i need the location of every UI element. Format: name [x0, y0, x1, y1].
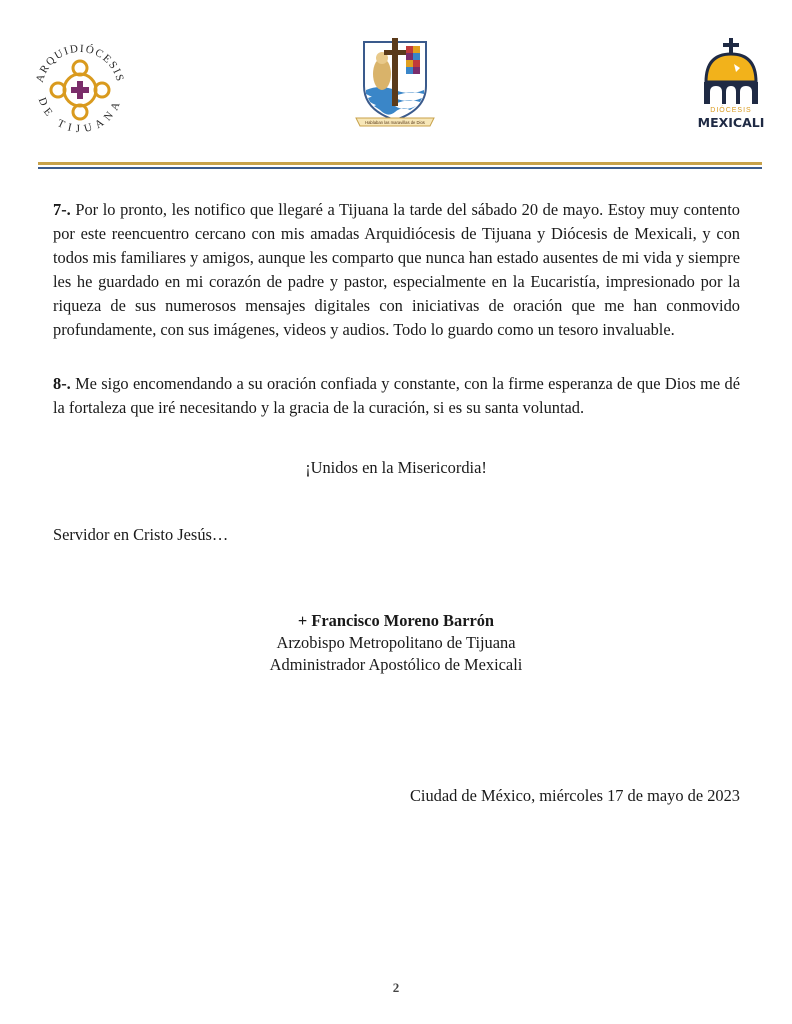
letterhead [0, 0, 792, 180]
signatory-title-2: Administrador Apostólico de Mexicali [269, 655, 523, 674]
signature-block [0, 610, 792, 676]
arquidiocesis-tijuana-logo [28, 38, 132, 142]
logo-label-big: MEXICALI [697, 115, 765, 130]
paragraph-7-number: 7-. [53, 200, 71, 219]
closing-line: Servidor en Cristo Jesús… [53, 525, 229, 544]
diocesis-mexicali-logo [696, 38, 766, 134]
motto: ¡Unidos en la Misericordia! [305, 458, 487, 477]
place-date: Ciudad de México, miércoles 17 de mayo de 2023 [409, 786, 740, 805]
ring-text-top: ARQUIDIÓCESIS [33, 42, 127, 84]
center-emblem-logo [350, 34, 440, 130]
arquidiocesis-seal-icon [28, 38, 132, 142]
paragraph-7-text: Por lo pronto, les notifico que llegaré a Tijuana la tarde del sábado 20 de mayo. Estoy muy contento por este reencuentro cercano con mis amadas Arquidiócesis de Tijuana y Diócesis de Mexicali, y con todos mis familiares y amigos, aunque les comparto que nunca han estado ausentes de mi vida y siempre les he guardado en mi corazón de padre y pastor, especialmente en la Eucaristía, impresionado por la riqueza de sus numerosos mensajes digitales con iniciativas de oración que me han conmovido profundamente, con sus imágenes, videos y audios. Todo lo guardo como un tesoro invaluable. [53, 200, 740, 339]
shield-cross-icon [350, 34, 440, 130]
paragraph-8-text: Me sigo encomendando a su oración confiada y constante, con la firme esperanza de que Dios me dé la fortaleza que iré necesitando y la gracia de la curación, si es su santa voluntad. [53, 374, 740, 417]
page-number: 2 [392, 980, 400, 995]
signatory-name: + Francisco Moreno Barrón [297, 611, 495, 630]
logo-label-small: DIÓCESIS [710, 107, 752, 114]
dome-cross-icon [696, 38, 766, 106]
ring-text-bottom: DE TIJUANA [35, 95, 125, 136]
header-rule-blue [38, 167, 762, 169]
paragraph-8-number: 8-. [53, 374, 71, 393]
paragraph-8 [53, 372, 740, 420]
ribbon-text: Hablaban las maravillas de Dios [365, 120, 425, 125]
signatory-title-1: Arzobispo Metropolitano de Tijuana [276, 633, 516, 652]
header-rule-gold [38, 162, 762, 165]
paragraph-7 [53, 198, 740, 342]
